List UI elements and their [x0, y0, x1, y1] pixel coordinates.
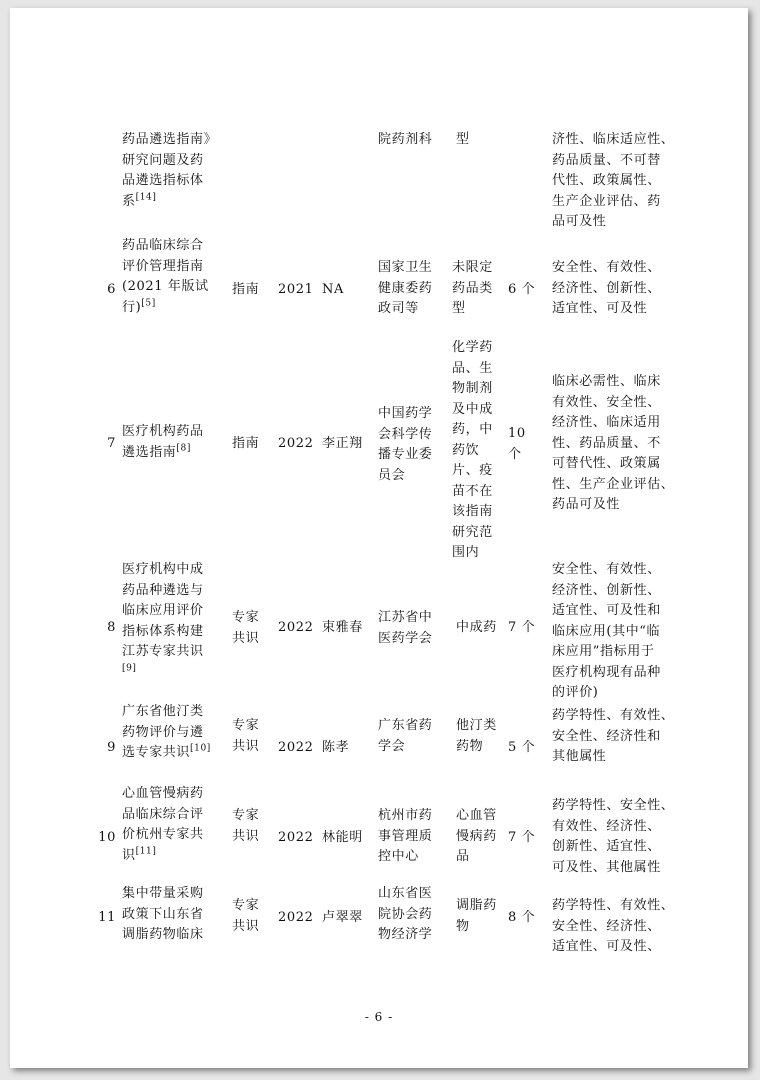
indicator-count: 10 个	[508, 426, 526, 462]
evaluation-dimensions: 药学特性、安全性、 有效性、经济性、 创新性、适宜性、 可及性、其他属性	[552, 798, 675, 875]
lead-author: NA	[322, 282, 344, 297]
issuing-org: 山东省医 院协会药 物经济学	[378, 886, 433, 942]
publication-year: 2021	[278, 282, 314, 297]
guideline-name: 集中带量采购 政策下山东省 调脂药物临床	[122, 886, 204, 942]
document-page	[10, 8, 748, 1068]
page-number: - 6 -	[364, 1010, 394, 1024]
guideline-name: 医疗机构药品 遴选指南[8]	[122, 424, 204, 460]
indicator-count: 7 个	[508, 620, 536, 635]
lead-author: 李正翔	[322, 436, 363, 451]
row-number: 9	[107, 740, 116, 755]
row-number: 10	[98, 830, 116, 845]
evaluation-dimensions: 安全性、有效性、 经济性、创新性、 适宜性、可及性和 临床应用(其中“临 床应用”指标用于 医疗机构现有品种 的评价)	[552, 562, 661, 700]
lead-author: 陈孝	[322, 740, 350, 755]
publication-year: 2022	[278, 910, 314, 925]
drug-scope: 他汀类 药物	[456, 718, 497, 754]
indicator-count: 6 个	[508, 282, 536, 297]
issuing-org: 广东省药 学会	[378, 718, 433, 754]
issuing-org: 院药剂科	[378, 132, 433, 147]
lead-author: 卢翠翠	[322, 910, 363, 925]
indicator-count: 8 个	[508, 910, 536, 925]
row-number: 11	[98, 910, 116, 925]
document-type: 专家 共识	[232, 718, 260, 754]
guideline-name: 医疗机构中成 药品种遴选与 临床应用评价 指标体系构建 江苏专家共识 [9]	[122, 562, 204, 674]
document-type: 专家 共识	[232, 898, 260, 934]
publication-year: 2022	[278, 436, 314, 451]
issuing-org: 国家卫生 健康委药 政司等	[378, 260, 433, 316]
drug-scope: 心血管 慢病药 品	[456, 808, 497, 864]
guideline-name: 心血管慢病药 品临床综合评 价杭州专家共 识[11]	[122, 786, 204, 863]
row-number: 8	[107, 620, 116, 635]
guideline-name: 药品遴选指南》 研究问题及药 品遴选指标体 系[14]	[122, 132, 218, 209]
publication-year: 2022	[278, 830, 314, 845]
guideline-name: 广东省他汀类 药物评价与遴 选专家共识[10]	[122, 704, 211, 760]
issuing-org: 中国药学 会科学传 播专业委 员会	[378, 406, 433, 483]
evaluation-dimensions: 临床必需性、临床 有效性、安全性、 经济性、临床适用 性、药品质量、不 可替代性、政策属 性、生产企业评估、 药品可及性	[552, 374, 675, 512]
document-type: 专家 共识	[232, 610, 260, 646]
document-type: 专家 共识	[232, 808, 260, 844]
evaluation-dimensions: 安全性、有效性、 经济性、创新性、 适宜性、可及性	[552, 260, 661, 316]
lead-author: 束雅春	[322, 620, 363, 635]
document-type: 指南	[232, 436, 260, 451]
row-number: 7	[107, 436, 116, 451]
publication-year: 2022	[278, 620, 314, 635]
drug-scope: 型	[456, 132, 470, 147]
indicator-count: 5 个	[508, 740, 536, 755]
publication-year: 2022	[278, 740, 314, 755]
drug-scope: 未限定 药品类 型	[452, 260, 493, 316]
document-type: 指南	[232, 282, 260, 297]
indicator-count: 7 个	[508, 830, 536, 845]
drug-scope: 调脂药 物	[456, 898, 497, 934]
lead-author: 林能明	[322, 830, 363, 845]
drug-scope: 中成药	[456, 620, 497, 635]
evaluation-dimensions: 药学特性、有效性、 安全性、经济性、 适宜性、可及性、	[552, 898, 675, 954]
row-number: 6	[107, 282, 116, 297]
issuing-org: 杭州市药 事管理质 控中心	[378, 808, 433, 864]
guideline-name: 药品临床综合 评价管理指南 (2021 年版试 行)[5]	[122, 238, 209, 315]
issuing-org: 江苏省中 医药学会	[378, 610, 433, 646]
drug-scope: 化学药 品、生 物制剂 及中成 药，中 药饮 片、疫 苗不在 该指南 研究范 围内	[452, 340, 493, 560]
evaluation-dimensions: 药学特性、有效性、 安全性、经济性和 其他属性	[552, 708, 675, 764]
evaluation-dimensions: 济性、临床适应性、 药品质量、不可替 代性、政策属性、 生产企业评估、药 品可及性	[552, 132, 675, 229]
